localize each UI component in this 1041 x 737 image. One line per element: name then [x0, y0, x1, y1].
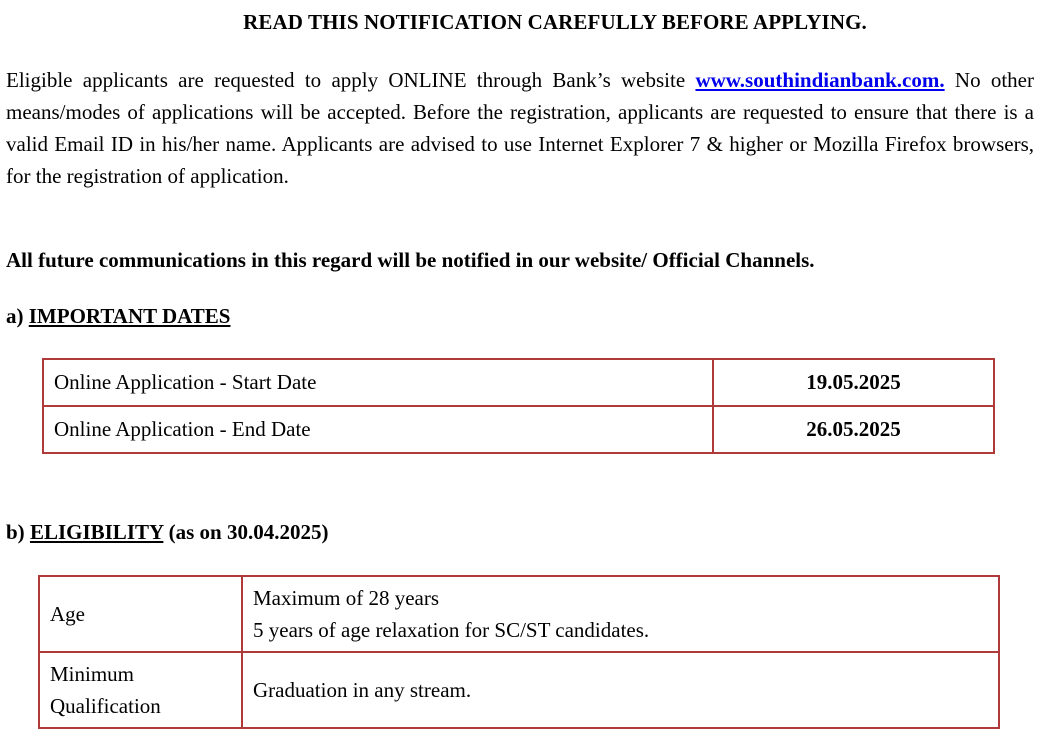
section-a-heading: IMPORTANT DATES: [28, 304, 231, 328]
notice-heading: READ THIS NOTIFICATION CAREFULLY BEFORE APPLYING.: [243, 10, 867, 34]
qualification-label-line2: Qualification: [50, 694, 161, 718]
qualification-value: Graduation in any stream.: [242, 652, 999, 728]
table-row: [39, 652, 999, 728]
end-date-label: Online Application - End Date: [43, 406, 713, 453]
intro-text-before-link: Eligible applicants are requested to apply ONLINE through Bank’s website: [6, 68, 696, 92]
qualification-label: [39, 652, 242, 728]
table-row: [39, 576, 999, 652]
age-value: [242, 576, 999, 652]
age-value-line1: Maximum of 28 years: [253, 586, 440, 610]
important-dates-table: [42, 358, 995, 454]
age-label: Age: [39, 576, 242, 652]
table-row: [43, 406, 994, 453]
bank-website-link[interactable]: www.southindianbank.com.: [695, 68, 945, 92]
start-date-value: 19.05.2025: [713, 359, 994, 406]
section-a-title: [6, 304, 230, 329]
qualification-label-line1: Minimum: [50, 662, 135, 686]
age-value-line2: 5 years of age relaxation for SC/ST candidates.: [253, 618, 650, 642]
intro-text-after-link: No other means/modes of applications will be accepted. Before the registration, applicants are requested to ensure that there is a valid Email ID in his/her name. Applicants are advised to use Internet Explorer 7 & higher or Mozilla Firefox browsers, for the registration of application.: [6, 68, 1034, 188]
table-row: [43, 359, 994, 406]
section-a-prefix: a): [6, 304, 29, 328]
section-b-suffix: (as on 30.04.2025): [163, 520, 329, 544]
eligibility-table: [38, 575, 1000, 729]
section-b-heading: ELIGIBILITY: [29, 520, 164, 544]
section-b-title: [6, 520, 328, 545]
start-date-label: Online Application - Start Date: [43, 359, 713, 406]
future-communications-note: All future communications in this regard will be notified in our website/ Official Channels.: [6, 248, 815, 272]
intro-paragraph: [6, 64, 1034, 192]
section-b-prefix: b): [6, 520, 30, 544]
end-date-value: 26.05.2025: [713, 406, 994, 453]
